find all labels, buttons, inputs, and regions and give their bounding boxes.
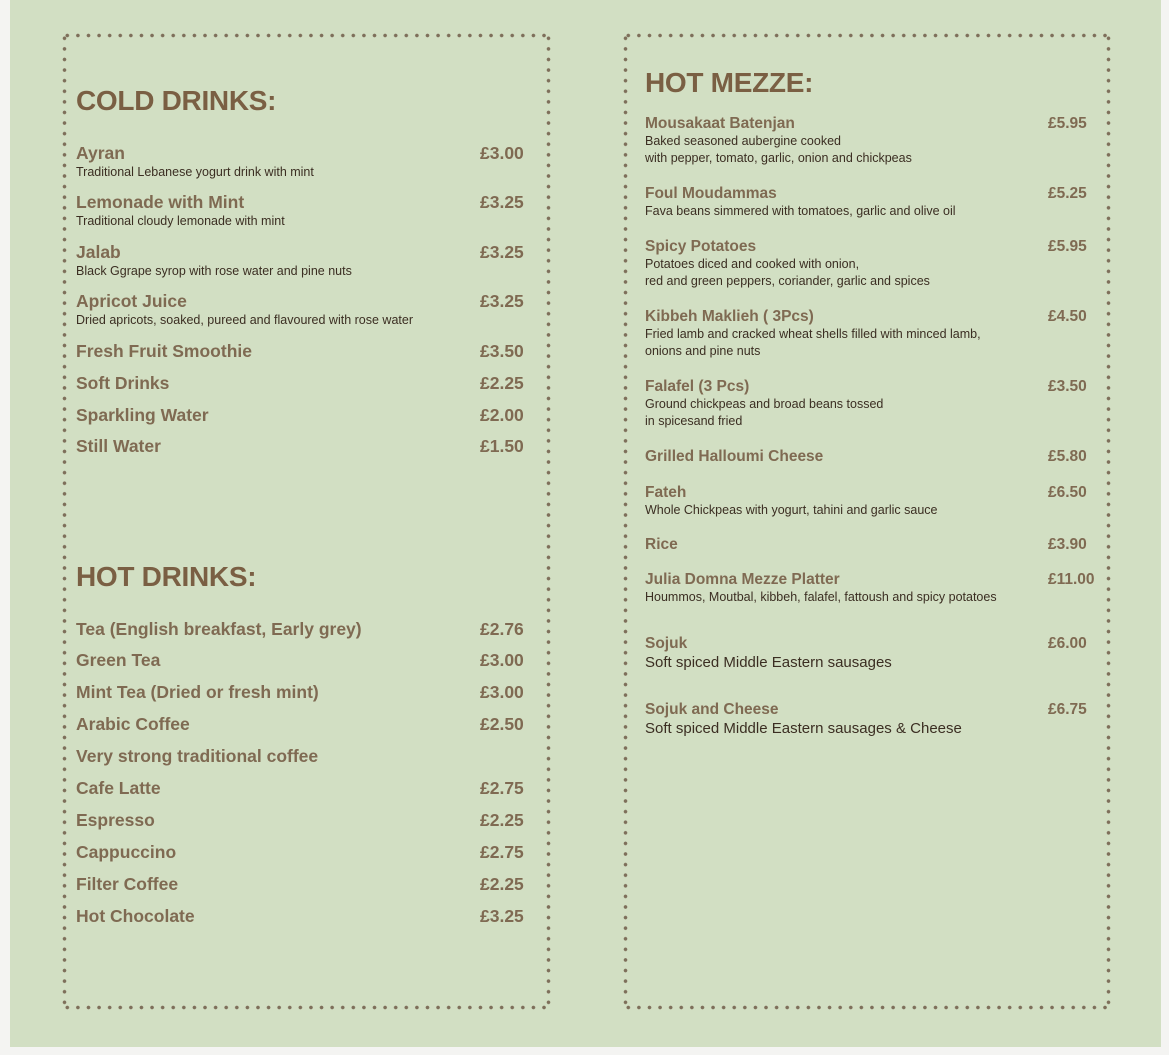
item-price: £3.50 <box>480 341 524 361</box>
item-name: Arabic Coffee <box>76 714 190 734</box>
item-description: Traditional Lebanese yogurt drink with mint <box>76 165 314 179</box>
item-name: Mint Tea (Dried or fresh mint) <box>76 682 319 702</box>
item-price: £5.95 <box>1048 238 1087 255</box>
item-price: £5.80 <box>1048 448 1087 465</box>
item-description: in spicesand fried <box>645 414 743 428</box>
menu-sheet <box>10 0 1161 1047</box>
item-description: Hoummos, Moutbal, kibbeh, falafel, fattoush and spicy potatoes <box>645 590 997 604</box>
menu-item <box>76 778 565 799</box>
item-price: £3.25 <box>480 906 524 926</box>
item-price: £3.00 <box>480 682 524 702</box>
item-name: Julia Domna Mezze Platter <box>645 571 840 588</box>
menu-item <box>76 242 565 280</box>
menu-item <box>76 192 565 230</box>
item-price: £2.75 <box>480 778 524 798</box>
item-price: £3.25 <box>480 291 524 311</box>
item-description: Soft spiced Middle Eastern sausages <box>645 654 892 671</box>
item-description: with pepper, tomato, garlic, onion and chickpeas <box>645 151 912 165</box>
item-price: £2.75 <box>480 842 524 862</box>
item-description: red and green peppers, coriander, garlic and spices <box>645 274 930 288</box>
menu-item <box>76 650 565 671</box>
item-name: Rice <box>645 536 678 553</box>
item-name: Kibbeh Maklieh ( 3Pcs) <box>645 308 814 325</box>
menu-item <box>76 906 565 927</box>
item-price: £2.25 <box>480 373 524 393</box>
item-name: Spicy Potatoes <box>645 238 757 255</box>
item-price: £2.76 <box>480 619 524 639</box>
item-price: £2.25 <box>480 810 524 830</box>
item-name: Apricot Juice <box>76 291 187 311</box>
item-price: £3.25 <box>480 242 524 262</box>
item-name: Mousakaat Batenjan <box>645 115 795 132</box>
cold-drinks-title: COLD DRINKS: <box>76 85 277 116</box>
item-description: Traditional cloudy lemonade with mint <box>76 214 285 228</box>
item-name: Cafe Latte <box>76 778 161 798</box>
item-name: Fresh Fruit Smoothie <box>76 341 252 361</box>
item-price: £6.50 <box>1048 484 1087 501</box>
hot-mezze-title: HOT MEZZE: <box>645 67 814 98</box>
item-name: Green Tea <box>76 650 161 670</box>
menu-item <box>645 115 1133 167</box>
menu-item <box>76 291 565 329</box>
menu-item <box>76 746 565 767</box>
menu-item <box>76 405 565 426</box>
menu-item <box>76 341 565 362</box>
menu-item <box>76 874 565 895</box>
menu-item <box>76 619 565 640</box>
item-name: Sparkling Water <box>76 405 209 425</box>
item-price: £3.00 <box>480 650 524 670</box>
menu-item <box>76 842 565 863</box>
item-name: Cappuccino <box>76 842 177 862</box>
menu-item <box>645 185 1133 220</box>
item-price: £3.90 <box>1048 536 1087 553</box>
item-price: £3.25 <box>480 192 524 212</box>
item-name: Sojuk and Cheese <box>645 701 779 718</box>
menu-item <box>645 378 1133 430</box>
item-price: £6.00 <box>1048 635 1087 652</box>
menu-item <box>645 448 1133 466</box>
item-name: Falafel (3 Pcs) <box>645 378 750 395</box>
menu-item <box>76 373 565 394</box>
item-description: Fried lamb and cracked wheat shells filled with minced lamb, <box>645 327 981 341</box>
item-price: £3.50 <box>1048 378 1087 395</box>
menu-item <box>76 143 565 181</box>
menu-item <box>645 308 1133 360</box>
item-price: £11.00 <box>1048 571 1095 588</box>
item-description: Fava beans simmered with tomatoes, garlic and olive oil <box>645 204 956 218</box>
item-price: £2.50 <box>480 714 524 734</box>
item-price: £5.95 <box>1048 115 1087 132</box>
menu-item <box>76 436 565 457</box>
item-price: £1.50 <box>480 436 524 456</box>
item-name: Ayran <box>76 143 125 163</box>
item-name: Tea (English breakfast, Early grey) <box>76 619 362 639</box>
menu-item <box>76 810 565 831</box>
menu-item <box>645 238 1133 290</box>
menu-item <box>76 682 565 703</box>
item-price: £3.00 <box>480 143 524 163</box>
item-price: £2.00 <box>480 405 524 425</box>
item-price: £5.25 <box>1048 185 1087 202</box>
item-name: Jalab <box>76 242 121 262</box>
menu-item <box>645 701 1133 739</box>
item-description: Dried apricots, soaked, pureed and flavoured with rose water <box>76 313 413 327</box>
item-description: Whole Chickpeas with yogurt, tahini and garlic sauce <box>645 503 938 517</box>
item-description: Baked seasoned aubergine cooked <box>645 134 841 148</box>
item-name: Very strong traditional coffee <box>76 746 319 766</box>
item-description: onions and pine nuts <box>645 344 761 358</box>
item-description: Potatoes diced and cooked with onion, <box>645 257 860 271</box>
hot-drinks-title: HOT DRINKS: <box>76 561 257 592</box>
item-name: Fateh <box>645 484 687 501</box>
menu-item <box>645 484 1133 519</box>
menu-item <box>76 714 565 735</box>
item-price: £4.50 <box>1048 308 1087 325</box>
item-price: £2.25 <box>480 874 524 894</box>
item-price: £6.75 <box>1048 701 1087 718</box>
item-name: Foul Moudammas <box>645 185 777 202</box>
item-name: Hot Chocolate <box>76 906 195 926</box>
menu-item <box>645 571 1133 606</box>
item-description: Ground chickpeas and broad beans tossed <box>645 397 884 411</box>
item-name: Soft Drinks <box>76 373 170 393</box>
item-name: Filter Coffee <box>76 874 179 894</box>
item-description: Black Ggrape syrop with rose water and pine nuts <box>76 264 352 278</box>
item-name: Lemonade with Mint <box>76 192 245 212</box>
item-name: Sojuk <box>645 635 688 652</box>
item-name: Still Water <box>76 436 161 456</box>
menu-item <box>645 536 1133 554</box>
menu-item <box>645 635 1133 673</box>
item-description: Soft spiced Middle Eastern sausages & Cheese <box>645 720 962 737</box>
drinks-panel <box>62 33 551 1010</box>
item-name: Grilled Halloumi Cheese <box>645 448 824 465</box>
item-name: Espresso <box>76 810 155 830</box>
hot-mezze-panel <box>623 33 1111 1010</box>
